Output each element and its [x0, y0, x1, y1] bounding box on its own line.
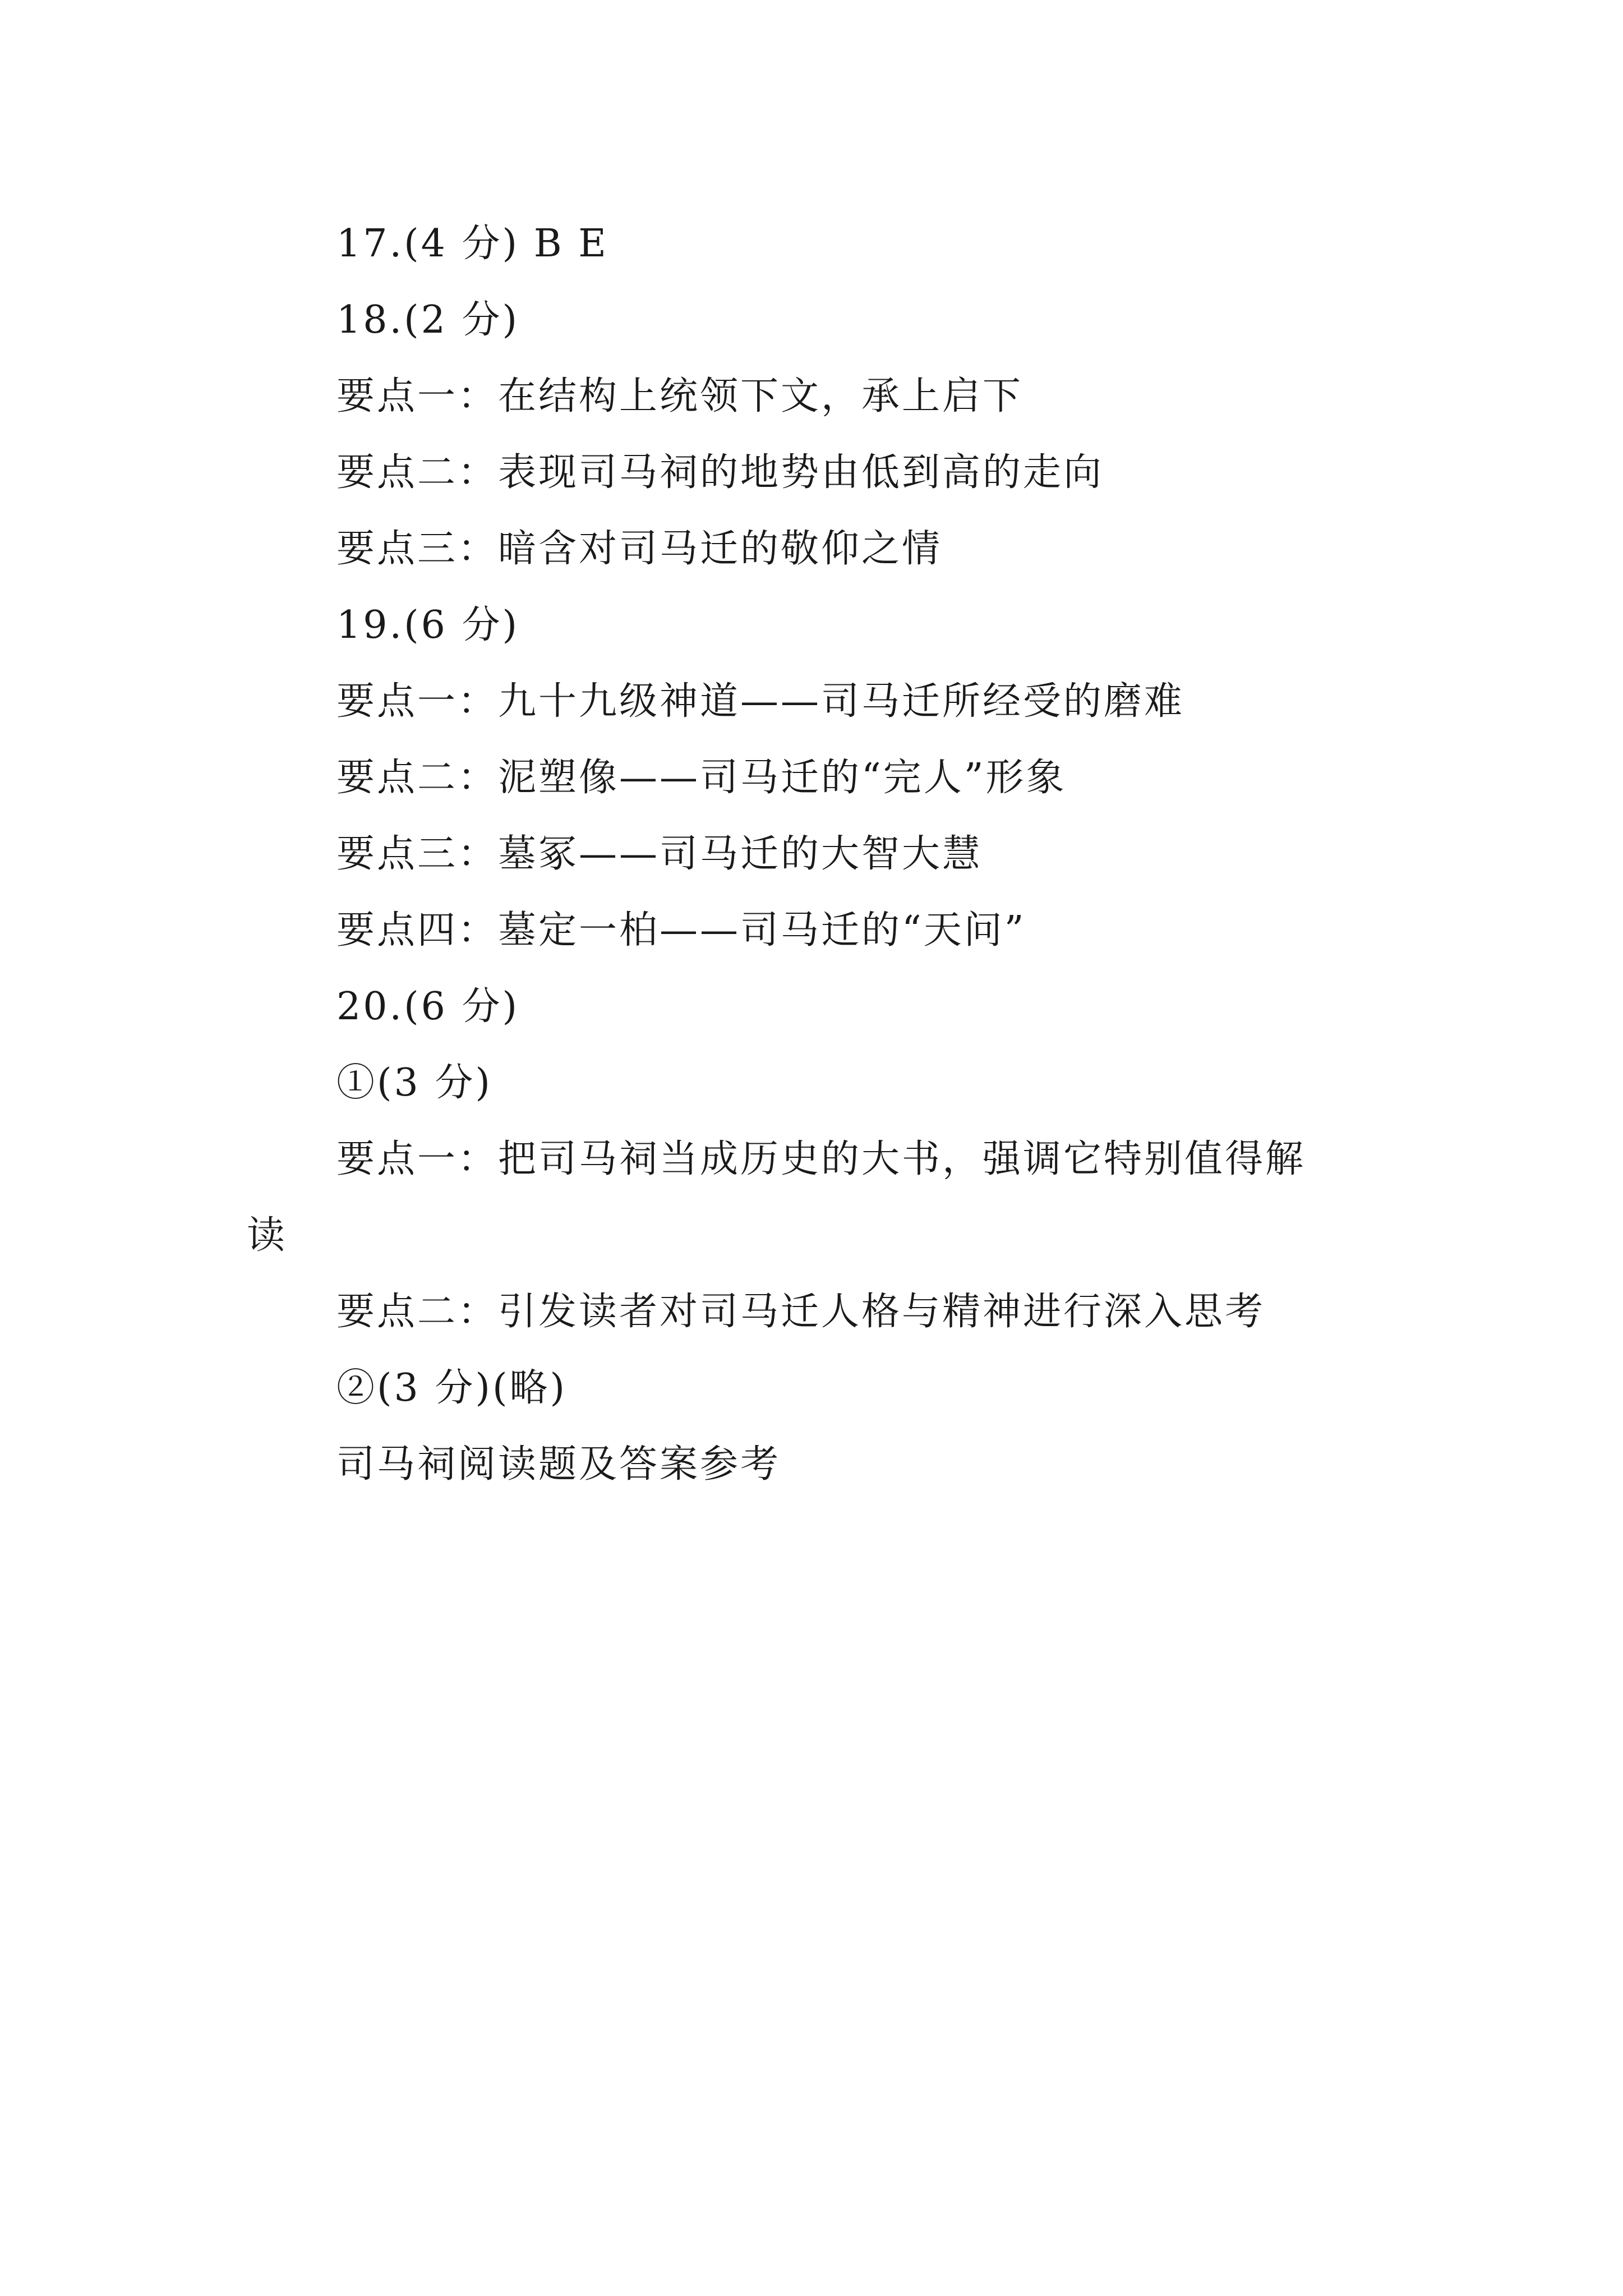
answer-19-header: 19.(6 分) [336, 603, 520, 647]
answer-20-part-2: ②(3 分)(略) [336, 1366, 567, 1410]
document-footer-title: 司马祠阅读题及答案参考 [336, 1442, 781, 1487]
answer-17: 17.(4 分) B E [336, 222, 608, 266]
answer-20-header: 20.(6 分) [336, 984, 520, 1029]
answer-18-point-3: 要点三：暗含对司马迁的敬仰之情 [336, 527, 943, 571]
answer-18-point-1: 要点一：在结构上统领下文，承上启下 [336, 374, 1023, 418]
answer-19-point-1: 要点一：九十九级神道——司马迁所经受的磨难 [336, 679, 1185, 724]
answer-20-part-1-point-2: 要点二：引发读者对司马迁人格与精神进行深入思考 [336, 1290, 1266, 1334]
answer-20-part-1-header: ①(3 分) [336, 1061, 492, 1105]
answer-19-point-4: 要点四：墓定一柏——司马迁的“天问” [336, 908, 1026, 953]
answer-18-header: 18.(2 分) [336, 298, 520, 342]
answer-19-point-2: 要点二：泥塑像——司马迁的“完人”形象 [336, 756, 1067, 800]
answer-18-point-2: 要点二：表现司马祠的地势由低到高的走向 [336, 450, 1104, 495]
answer-20-part-1-point-1: 要点一：把司马祠当成历史的大书，强调它特别值得解 [336, 1137, 1306, 1181]
answer-19-point-3: 要点三：墓冢——司马迁的大智大慧 [336, 832, 983, 876]
answer-20-part-1-point-1-continued: 读 [247, 1213, 288, 1258]
